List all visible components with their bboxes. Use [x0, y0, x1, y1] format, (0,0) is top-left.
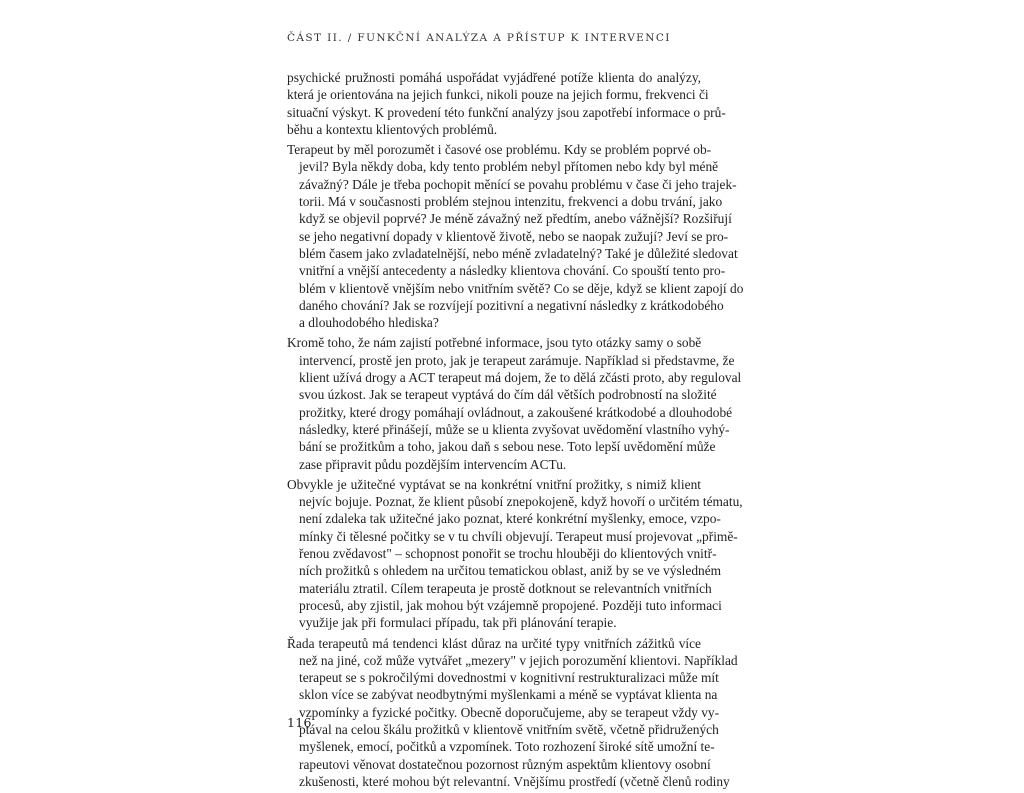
text-line: ptával na celou škálu prožitků v klientově vnitřním světě, včetně přidružených: [299, 721, 719, 737]
text-line: Terapeut by měl porozumět i časové ose problému. Kdy se problém poprvé ob-: [287, 142, 712, 158]
text-line: procesů, aby zjistil, jak mohou být vzájemně propojené. Později tuto informaci: [299, 597, 722, 613]
text-line: Řada terapeutů má tendenci klást důraz na určité typy vnitřních zážitků více: [287, 635, 701, 651]
text-line: využije jak při formulaci případu, tak při plánování terapie.: [299, 615, 617, 631]
text-line: blém časem jako zvladatelnější, nebo méně zvladatelný? Také je důležité sledovat: [299, 245, 738, 261]
text-line: běhu a kontextu klientových problémů.: [287, 121, 498, 137]
running-head: ČÁST II. / FUNKČNÍ ANALÝZA A PŘÍSTUP K INTERVENCI: [287, 32, 671, 44]
text-line: když se objevil poprvé? Je méně závažný než předtím, anebo vážnější? Rozšiřují: [299, 211, 732, 227]
text-line: závažný? Dále je třeba pochopit měnící se povahu problému v čase či jeho trajek-: [299, 176, 737, 192]
text-line: terapeut se s pokročilými dovednostmi v kognitivní restrukturalizaci může mít: [299, 670, 719, 686]
text-line: myšlenek, emocí, počitků a vzpomínek. Toto rozhození široké sítě umožní te-: [299, 739, 715, 755]
body-text: [287, 69, 744, 793]
paragraph: [287, 476, 743, 632]
text-line: a dlouhodobého hlediska?: [299, 315, 439, 331]
text-line: bání se prožitkům a toho, jakou daň s sebou nese. Toto lepší uvědomění může: [299, 439, 716, 455]
text-line: psychické pružnosti pomáhá uspořádat vyjádřené potíže klienta do analýzy,: [287, 70, 701, 85]
page-number: 116: [287, 715, 312, 730]
text-line: prožitky, které drogy pomáhají ovládnout, a zakoušené krátkodobé a dlouhodobé: [299, 404, 733, 420]
text-line: jevil? Byla někdy doba, kdy tento problém nebyl přítomen nebo kdy byl méně: [299, 159, 719, 175]
text-line: klient užívá drogy a ACT terapeut má dojem, že to dělá zčásti proto, aby reguloval: [299, 370, 742, 386]
paragraph: [287, 69, 726, 138]
text-line: blém v klientově vnějším nebo vnitřním světě? Co se děje, když se klient zapojí do: [299, 280, 744, 296]
text-line: nejvíc bojuje. Poznat, že klient působí znepokojeně, když hovoří o určitém tématu,: [299, 494, 743, 510]
text-line: řenou zvědavost" – schopnost ponořit se trochu hlouběji do klientových vnitř-: [299, 546, 717, 562]
text-line: se jeho negativní dopady v klientově životě, nebo se naopak zužují? Jeví se pro-: [299, 228, 729, 244]
text-line: svou úzkost. Jak se terapeut vyptává do čím dál větších podrobností na složité: [299, 387, 717, 403]
text-line: rapeutovi věnovat dostatečnou pozornost různým aspektům klientovy osobní: [299, 756, 711, 772]
text-line: vzpomínky a fyzické počitky. Obecně doporučujeme, aby se terapeut vždy vy-: [299, 704, 720, 720]
text-line: ních prožitků s ohledem na určitou tematickou oblast, aniž by se ve výsledném: [299, 563, 722, 579]
text-line: intervencí, prostě jen proto, jak je terapeut zarámuje. Například si představme, že: [299, 352, 735, 368]
text-line: situační výskyt. K provedení této funkční analýzy jsou zapotřebí informace o prů-: [287, 104, 726, 120]
paragraph: [287, 141, 744, 331]
text-line: torii. Má v současnosti problém stejnou intenzitu, frekvenci a dobu trvání, jako: [299, 194, 723, 210]
text-line: zkušenosti, které mohou být relevantní. Vnějšímu prostředí (včetně členů rodiny: [299, 773, 730, 789]
text-line: sklon více se zabývat neodbytnými myšlenkami a méně se vyptávat klienta na: [299, 687, 718, 703]
text-line: mínky či tělesné počitky se v tu chvíli objevují. Terapeut musí projevovat „přimě-: [299, 528, 738, 544]
text-line: daného chování? Jak se rozvíjejí pozitivní a negativní následky z krátkodobého: [299, 297, 724, 313]
text-line: není zdaleka tak užitečné jako poznat, které konkrétní myšlenky, emoce, vzpo-: [299, 511, 721, 527]
paragraph: [287, 635, 738, 791]
text-line: následky, které přinášejí, může se u klienta zvyšovat uvědomění vlastního vyhý-: [299, 421, 730, 437]
paragraph: [287, 334, 742, 472]
text-line: vnitřní a vnější antecedenty a následky klientova chování. Co spouští tento pro-: [299, 263, 726, 279]
text-line: materiálu ztratil. Cílem terapeuta je prostě dotknout se relevantních vnitřních: [299, 580, 712, 596]
text-line: která je orientována na jejich funkci, nikoli pouze na jejich formu, frekvenci či: [287, 87, 709, 103]
text-line: Obvykle je užitečné vyptávat se na konkrétní vnitřní prožitky, s nimiž klient: [287, 476, 701, 492]
text-line: zase připravit půdu pozdějším intervencím ACTu.: [299, 456, 567, 472]
text-line: než na jiné, což může vytvářet „mezery" v jejich porozumění klientovi. Například: [299, 652, 738, 668]
text-line: Kromě toho, že nám zajistí potřebné informace, jsou tyto otázky samy o sobě: [287, 335, 702, 351]
